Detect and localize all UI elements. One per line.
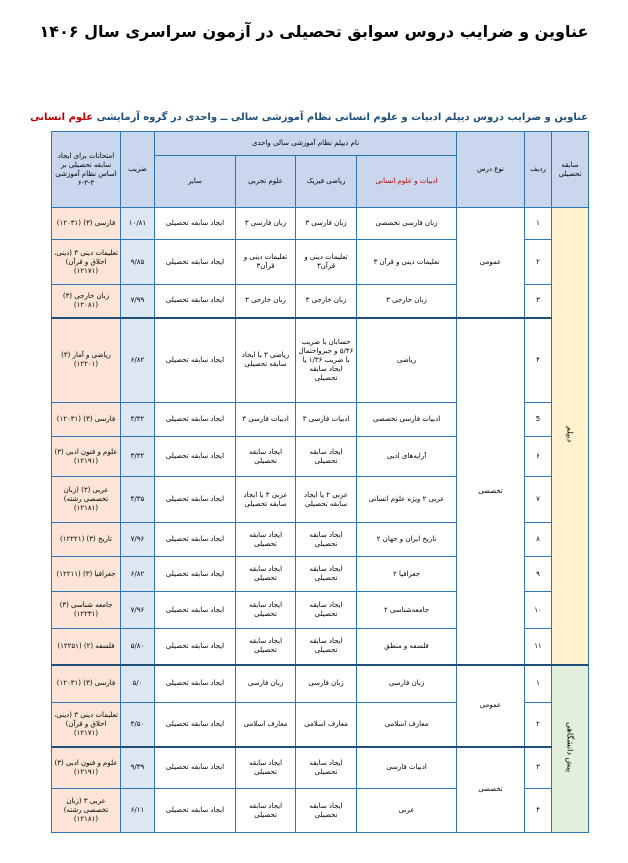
row-number: ۱ [525, 665, 552, 703]
cell-adabiat: آرایه‌های ادبی [357, 437, 457, 477]
header-zarib: ضریب [121, 132, 155, 208]
type-omoomi-pre: عمومی [457, 665, 525, 747]
row-number: 5 [525, 403, 552, 437]
cell-riazi: ادبیات فارسی ۳ [296, 403, 357, 437]
cell-adabiat: عربی [357, 789, 457, 833]
cell-zarib: ۴/۳۵ [121, 477, 155, 523]
cell-tajrobi: ایجاد سابقه تحصیلی [236, 523, 296, 557]
cell-exam: علوم و فنون ادبی (۳) (۱۲۱۹۱) [52, 747, 121, 789]
cell-exam: فلسفه (۲) (۱۲۲۵۱) [52, 629, 121, 665]
cell-adabiat: جغرافیا ۲ [357, 557, 457, 592]
cell-adabiat: تعلیمات دینی و قرآن ۳ [357, 240, 457, 285]
cell-exam: جامعه شناسی (۳) (۱۲۲۳۱) [52, 592, 121, 629]
row-number: ۶ [525, 437, 552, 477]
type-takhassosi-pre: تخصصی [457, 747, 525, 833]
cell-sayer: ایجاد سابقه تحصیلی [155, 437, 236, 477]
cell-adabiat: ریاضی [357, 318, 457, 403]
cell-riazi: معارف اسلامی [296, 703, 357, 747]
cell-adabiat: ادبیات فارسی تخصصی [357, 403, 457, 437]
header-no-dars: نوع درس [457, 132, 525, 208]
header-radif: ردیف [525, 132, 552, 208]
cell-sayer: ایجاد سابقه تحصیلی [155, 285, 236, 318]
header-sabeqe: سابقه تحصیلی [552, 132, 589, 208]
cell-sayer: ایجاد سابقه تحصیلی [155, 403, 236, 437]
cell-exam: تاریخ (۳) (۱۲۲۲۱) [52, 523, 121, 557]
row-number: ۱ [525, 208, 552, 240]
cell-tajrobi: ایجاد سابقه تحصیلی [236, 437, 296, 477]
row-number: ۲ [525, 240, 552, 285]
row-number: ۱۱ [525, 629, 552, 665]
cell-tajrobi: معارف اسلامی [236, 703, 296, 747]
cell-riazi: ایجاد سابقه تحصیلی [296, 437, 357, 477]
cell-riazi: ایجاد سابقه تحصیلی [296, 557, 357, 592]
cell-zarib: ۳/۳۲ [121, 403, 155, 437]
cell-tajrobi: ایجاد سابقه تحصیلی [236, 557, 296, 592]
cell-sayer: ایجاد سابقه تحصیلی [155, 208, 236, 240]
cell-riazi: ایجاد سابقه تحصیلی [296, 789, 357, 833]
cell-exam: تعلیمات دینی ۳ (دینی، اخلاق و قرآن) (۱۲۱۷۱) [52, 240, 121, 285]
cell-exam: عربی (۳) (زبان تخصصی رشته) (۱۲۱۸۱) [52, 477, 121, 523]
cell-adabiat: فلسفه و منطق [357, 629, 457, 665]
cell-tajrobi: زبان فارسی ۳ [236, 208, 296, 240]
cell-sayer: ایجاد سابقه تحصیلی [155, 703, 236, 747]
cell-tajrobi: زبان خارجی ۳ [236, 285, 296, 318]
cell-exam: ریاضی و آمار (۳) (۱۲۲۰۱) [52, 318, 121, 403]
section-pre-university [552, 665, 589, 833]
section-diploma-label: دیپلم [565, 426, 575, 443]
header-adabiat: ادبیات و علوم انسانی [357, 156, 457, 208]
cell-zarib: ۵/۸۰ [121, 629, 155, 665]
cell-exam: فارسی (۳) (۱۲۰۳۱) [52, 665, 121, 703]
cell-riazi: زبان فارسی ۳ [296, 208, 357, 240]
cell-sayer: ایجاد سابقه تحصیلی [155, 318, 236, 403]
cell-sayer: ایجاد سابقه تحصیلی [155, 477, 236, 523]
subtitle-highlight: علوم انسانی [30, 112, 94, 123]
cell-riazi: ایجاد سابقه تحصیلی [296, 629, 357, 665]
cell-adabiat: زبان فارسی تخصصی [357, 208, 457, 240]
header-tajrobi: علوم تجربی [236, 156, 296, 208]
cell-sayer: ایجاد سابقه تحصیلی [155, 240, 236, 285]
cell-riazi: عربی ۲ یا ایجاد سابقه تحصیلی [296, 477, 357, 523]
cell-exam: جغرافیا (۳) (۱۲۲۱۱) [52, 557, 121, 592]
cell-zarib: ۵/۰ [121, 665, 155, 703]
cell-zarib: ۶/۱۱ [121, 789, 155, 833]
cell-adabiat: تاریخ ایران و جهان ۲ [357, 523, 457, 557]
cell-riazi: زبان فارسی [296, 665, 357, 703]
cell-zarib: ۷/۹۶ [121, 523, 155, 557]
cell-riazi: ایجاد سابقه تحصیلی [296, 592, 357, 629]
cell-adabiat: معارف اسلامی [357, 703, 457, 747]
table-subtitle [30, 112, 588, 123]
row-number: ۲ [525, 703, 552, 747]
cell-zarib: ۷/۹۹ [121, 285, 155, 318]
cell-zarib: ۱۰/۸۱ [121, 208, 155, 240]
row-number: ۳ [525, 747, 552, 789]
cell-tajrobi: ایجاد سابقه تحصیلی [236, 789, 296, 833]
cell-tajrobi: ایجاد سابقه تحصیلی [236, 747, 296, 789]
header-emtehanat: امتحانات برای ایجاد سابقه تحصیلی بر اساس نظام آموزشی ۳-۳-۶ [52, 132, 121, 208]
type-takhassosi: تخصصی [457, 318, 525, 665]
cell-adabiat: عربی ۲ ویژه علوم انسانی [357, 477, 457, 523]
type-omoomi: عمومی [457, 208, 525, 318]
cell-adabiat: زبان خارجی ۳ [357, 285, 457, 318]
cell-zarib: ۳/۳۲ [121, 437, 155, 477]
cell-sayer: ایجاد سابقه تحصیلی [155, 592, 236, 629]
cell-sayer: ایجاد سابقه تحصیلی [155, 747, 236, 789]
cell-riazi: حسابان با ضریب ۵/۴۶ و جبرواحتمال با ضریب ۱/۳۶ یا ایجاد سابقه تحصیلی [296, 318, 357, 403]
cell-sayer: ایجاد سابقه تحصیلی [155, 557, 236, 592]
header-riazi: ریاضی فیزیک [296, 156, 357, 208]
cell-exam: تعلیمات دینی ۳ (دینی، اخلاق و قرآن) (۱۲۱۷۱) [52, 703, 121, 747]
cell-riazi: ایجاد سابقه تحصیلی [296, 523, 357, 557]
page-title: عناوین و ضرایب دروس سوابق تحصیلی در آزمون سراسری سال ۱۴۰۶ [39, 22, 589, 41]
cell-exam: عربی ۳ (زبان تخصصی رشته) (۱۲۱۸۱) [52, 789, 121, 833]
row-number: ۹ [525, 557, 552, 592]
row-number: ۸ [525, 523, 552, 557]
cell-sayer: ایجاد سابقه تحصیلی [155, 523, 236, 557]
cell-tajrobi: تعلیمات دینی و قرآن۳ [236, 240, 296, 285]
cell-tajrobi: عربی ۳ یا ایجاد سابقه تحصیلی [236, 477, 296, 523]
cell-sayer: ایجاد سابقه تحصیلی [155, 665, 236, 703]
row-number: ۴ [525, 789, 552, 833]
cell-zarib: ۴/۵۰ [121, 703, 155, 747]
row-number: ۴ [525, 318, 552, 403]
cell-sayer: ایجاد سابقه تحصیلی [155, 629, 236, 665]
header-sayer: سایر [155, 156, 236, 208]
cell-zarib: ۹/۳۹ [121, 747, 155, 789]
cell-riazi: زبان خارجی ۳ [296, 285, 357, 318]
cell-exam: فارسی (۳) (۱۲۰۳۱) [52, 208, 121, 240]
row-number: ۷ [525, 477, 552, 523]
cell-adabiat: ادبیات فارسی [357, 747, 457, 789]
subtitle-main: عناوین و ضرایب دروس دیپلم ادبیات و علوم انسانی نظام آموزشی سالی ــ واحدی در گروه آزمایشی [96, 112, 588, 123]
cell-zarib: ۹/۸۵ [121, 240, 155, 285]
section-pre-label: پیش دانشگاهی [565, 722, 575, 773]
cell-zarib: ۷/۹۶ [121, 592, 155, 629]
cell-sayer: ایجاد سابقه تحصیلی [155, 789, 236, 833]
coefficients-table [51, 131, 589, 833]
cell-tajrobi: ایجاد سابقه تحصیلی [236, 592, 296, 629]
cell-riazi: ایجاد سابقه تحصیلی [296, 747, 357, 789]
cell-adabiat: جامعه‌شناسی ۲ [357, 592, 457, 629]
row-number: ۳ [525, 285, 552, 318]
cell-tajrobi: زبان فارسی [236, 665, 296, 703]
header-diploma-group: نام دیپلم نظام آموزشی سالی واحدی [155, 132, 457, 156]
cell-tajrobi: ادبیات فارسی ۳ [236, 403, 296, 437]
cell-zarib: ۶/۸۲ [121, 557, 155, 592]
cell-riazi: تعلیمات دینی و قرآن۳ [296, 240, 357, 285]
cell-exam: علوم و فنون ادبی (۳) (۱۲۱۹۱) [52, 437, 121, 477]
section-diploma [552, 208, 589, 665]
cell-tajrobi: ریاضی ۳ یا ایجاد سابقه تحصیلی [236, 318, 296, 403]
cell-zarib: ۶/۸۲ [121, 318, 155, 403]
cell-adabiat: زبان فارسی [357, 665, 457, 703]
cell-tajrobi: ایجاد سابقه تحصیلی [236, 629, 296, 665]
cell-exam: فارسی (۳) (۱۲۰۳۱) [52, 403, 121, 437]
cell-exam: زبان خارجی (۳) (۱۲۰۸۱) [52, 285, 121, 318]
row-number: ۱۰ [525, 592, 552, 629]
